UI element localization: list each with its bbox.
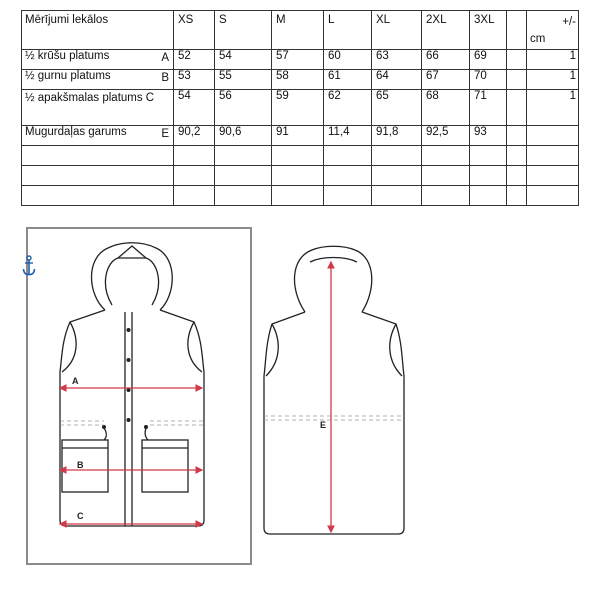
table-cell: 69 [470, 50, 507, 70]
pocket-left-zip-pull [104, 428, 106, 440]
back-body-outline [264, 312, 404, 534]
table-cell: 92,5 [422, 126, 470, 146]
button [127, 328, 131, 332]
table-cell: 64 [372, 70, 422, 90]
table-cell: 93 [470, 126, 507, 146]
table-cell: 53 [174, 70, 215, 90]
table-cell: 58 [272, 70, 324, 90]
row-letter: E [161, 128, 169, 140]
header-size-xs: XS [174, 11, 215, 50]
measure-label-e: E [320, 420, 327, 430]
header-size-xl: XL [372, 11, 422, 50]
armhole-right [188, 322, 202, 372]
row-label-text: ½ krūšu platums [25, 50, 110, 62]
back-hood-seam [310, 258, 357, 263]
header-size-3xl: 3XL [470, 11, 507, 50]
tolerance-cell: 1 [527, 90, 579, 126]
header-label: Mērījumi lekālos [25, 14, 109, 26]
table-cell: 57 [272, 50, 324, 70]
row-label-text: ½ apakšmalas platums C [25, 92, 155, 104]
back-vest [264, 246, 404, 534]
table-cell: 11,4 [324, 126, 372, 146]
hood-outline [92, 243, 173, 310]
table-cell: 62 [324, 90, 372, 126]
row-label-text: ½ gurnu platums [25, 70, 111, 82]
pocket-zip-ring [144, 425, 148, 429]
table-cell: 90,2 [174, 126, 215, 146]
back-armhole-right [390, 324, 402, 376]
table-cell: 66 [422, 50, 470, 70]
header-size-s: S [215, 11, 272, 50]
table-cell: 54 [215, 50, 272, 70]
row-label-text: Mugurdaļas garums [25, 126, 127, 138]
row-letter: A [161, 52, 169, 64]
table-cell: 52 [174, 50, 215, 70]
table-cell: 91 [272, 126, 324, 146]
table-cell: 70 [470, 70, 507, 90]
table-cell: 68 [422, 90, 470, 126]
back-armhole-left [266, 324, 278, 376]
table-cell: 67 [422, 70, 470, 90]
tolerance-cell: 1 [527, 50, 579, 70]
table-cell: 63 [372, 50, 422, 70]
button [127, 358, 131, 362]
measure-label-c: C [77, 511, 84, 521]
armhole-left [62, 322, 76, 372]
table-cell: 91,8 [372, 126, 422, 146]
table-cell: 60 [324, 50, 372, 70]
header-size-2xl: 2XL [422, 11, 470, 50]
header-size-m: M [272, 11, 324, 50]
back-hood-outline [295, 246, 372, 312]
table-cell: 55 [215, 70, 272, 90]
measure-label-b: B [77, 460, 84, 470]
back-seam-dashes [264, 416, 404, 420]
tolerance-label: +/- [562, 16, 576, 28]
table-cell: 56 [215, 90, 272, 126]
front-measurements [60, 388, 202, 524]
table-cell: 54 [174, 90, 215, 126]
measure-label-a: A [72, 376, 79, 386]
table-cell: 59 [272, 90, 324, 126]
table-cell: 61 [324, 70, 372, 90]
pocket-right-zip-pull [145, 428, 148, 440]
pocket-zip-ring [102, 425, 106, 429]
table-cell: 71 [470, 90, 507, 126]
hood-inner [105, 258, 158, 305]
header-size-l: L [324, 11, 372, 50]
tolerance-cell: 1 [527, 70, 579, 90]
hood-seam [118, 246, 146, 258]
table-cell: 90,6 [215, 126, 272, 146]
button [127, 418, 131, 422]
row-letter: B [161, 72, 169, 84]
table-cell: 65 [372, 90, 422, 126]
tolerance-unit: cm [530, 33, 546, 45]
front-vest [60, 243, 204, 526]
